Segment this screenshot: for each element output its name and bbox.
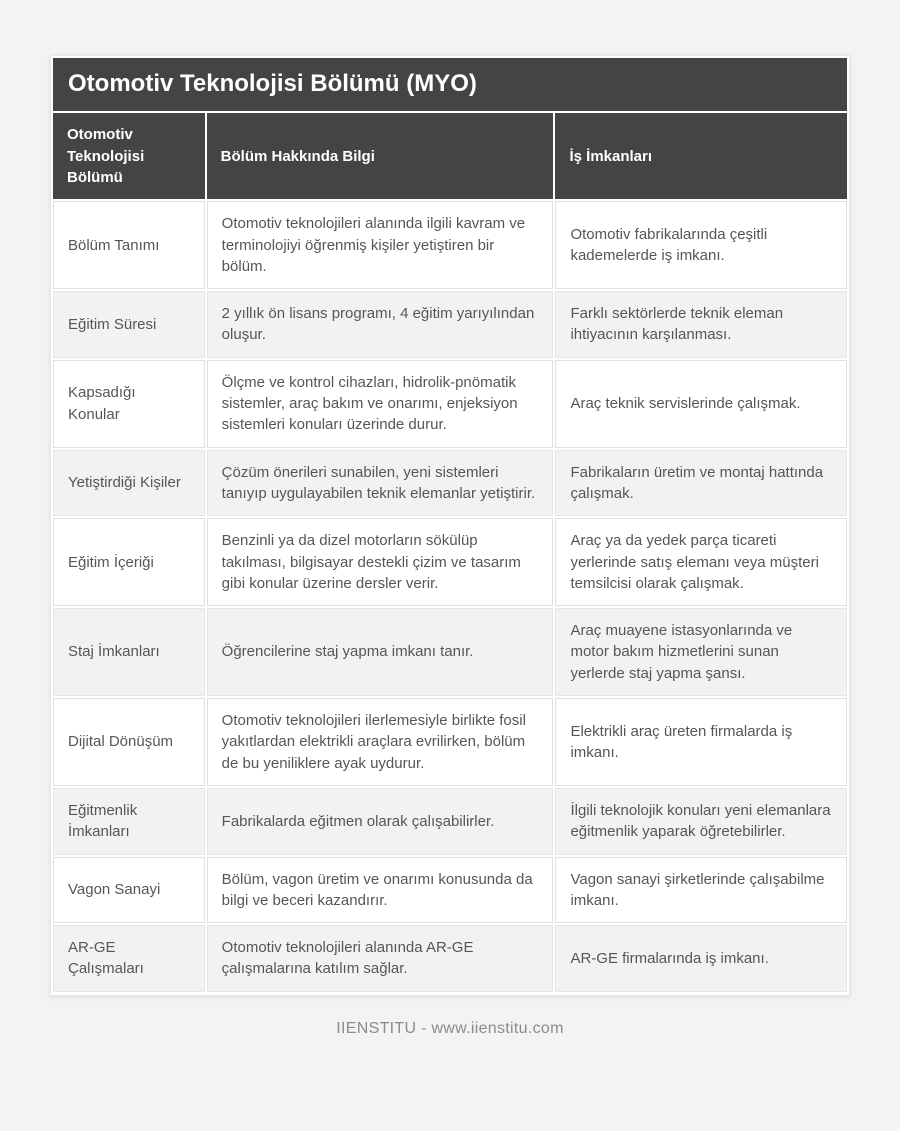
cell-about-info: 2 yıllık ön lisans programı, 4 eğitim yarıyılından oluşur. [207, 291, 554, 358]
cell-department-topic: Vagon Sanayi [53, 857, 205, 924]
cell-about-info: Öğrencilerine staj yapma imkanı tanır. [207, 608, 554, 696]
cell-department-topic: AR-GE Çalışmaları [53, 925, 205, 992]
cell-about-info: Benzinli ya da dizel motorların sökülüp takılması, bilgisayar destekli çizim ve tasarım gibi konular üzerine dersler verir. [207, 518, 554, 606]
cell-department-topic: Bölüm Tanımı [53, 201, 205, 289]
page-title: Otomotiv Teknolojisi Bölümü (MYO) [53, 58, 847, 111]
table-row [53, 857, 847, 924]
cell-about-info: Otomotiv teknolojileri alanında AR-GE çalışmalarına katılım sağlar. [207, 925, 554, 992]
cell-about-info: Otomotiv teknolojileri alanında ilgili kavram ve terminolojiyi öğrenmiş kişiler yetiştiren bir bölüm. [207, 201, 554, 289]
department-info-table [51, 111, 849, 993]
footer-credit: IIENSTITU - www.iienstitu.com [336, 1019, 564, 1037]
cell-job-opportunity: Araç teknik servislerinde çalışmak. [555, 360, 847, 448]
cell-job-opportunity: İlgili teknolojik konuları yeni elemanlara eğitmenlik yaparak öğretebilirler. [555, 788, 847, 855]
table-row [53, 360, 847, 448]
cell-job-opportunity: Araç muayene istasyonlarında ve motor bakım hizmetlerini sunan yerlerde staj yapma şansı. [555, 608, 847, 696]
table-body [53, 201, 847, 991]
column-header-jobs: İş İmkanları [555, 113, 847, 199]
cell-department-topic: Eğitmenlik İmkanları [53, 788, 205, 855]
table-row [53, 450, 847, 517]
table-row [53, 925, 847, 992]
table-row [53, 201, 847, 289]
cell-about-info: Çözüm önerileri sunabilen, yeni sistemleri tanıyıp uygulayabilen teknik elemanlar yetiştirir. [207, 450, 554, 517]
table-row [53, 788, 847, 855]
cell-department-topic: Staj İmkanları [53, 608, 205, 696]
cell-department-topic: Yetiştirdiği Kişiler [53, 450, 205, 517]
column-header-department: Otomotiv Teknolojisi Bölümü [53, 113, 205, 199]
cell-job-opportunity: Fabrikaların üretim ve montaj hattında çalışmak. [555, 450, 847, 517]
table-header-row [53, 113, 847, 199]
cell-job-opportunity: Araç ya da yedek parça ticareti yerlerinde satış elemanı veya müşteri temsilcisi olarak çalışmak. [555, 518, 847, 606]
cell-job-opportunity: Otomotiv fabrikalarında çeşitli kademelerde iş imkanı. [555, 201, 847, 289]
cell-department-topic: Eğitim İçeriği [53, 518, 205, 606]
cell-department-topic: Kapsadığı Konular [53, 360, 205, 448]
cell-department-topic: Dijital Dönüşüm [53, 698, 205, 786]
cell-job-opportunity: Farklı sektörlerde teknik eleman ihtiyacının karşılanması. [555, 291, 847, 358]
cell-about-info: Ölçme ve kontrol cihazları, hidrolik-pnömatik sistemler, araç bakım ve onarımı, enjeksiyon sistemleri konuları üzerinde durur. [207, 360, 554, 448]
table-row [53, 291, 847, 358]
cell-job-opportunity: Elektrikli araç üreten firmalarda iş imkanı. [555, 698, 847, 786]
info-card [50, 55, 850, 996]
cell-about-info: Otomotiv teknolojileri ilerlemesiyle birlikte fosil yakıtlardan elektrikli araçlara evrilirken, bölüm de bu yeniliklere ayak uydurur. [207, 698, 554, 786]
cell-job-opportunity: AR-GE firmalarında iş imkanı. [555, 925, 847, 992]
cell-about-info: Fabrikalarda eğitmen olarak çalışabilirler. [207, 788, 554, 855]
cell-about-info: Bölüm, vagon üretim ve onarımı konusunda da bilgi ve beceri kazandırır. [207, 857, 554, 924]
table-row [53, 518, 847, 606]
table-row [53, 698, 847, 786]
cell-job-opportunity: Vagon sanayi şirketlerinde çalışabilme imkanı. [555, 857, 847, 924]
column-header-about: Bölüm Hakkında Bilgi [207, 113, 554, 199]
table-row [53, 608, 847, 696]
cell-department-topic: Eğitim Süresi [53, 291, 205, 358]
